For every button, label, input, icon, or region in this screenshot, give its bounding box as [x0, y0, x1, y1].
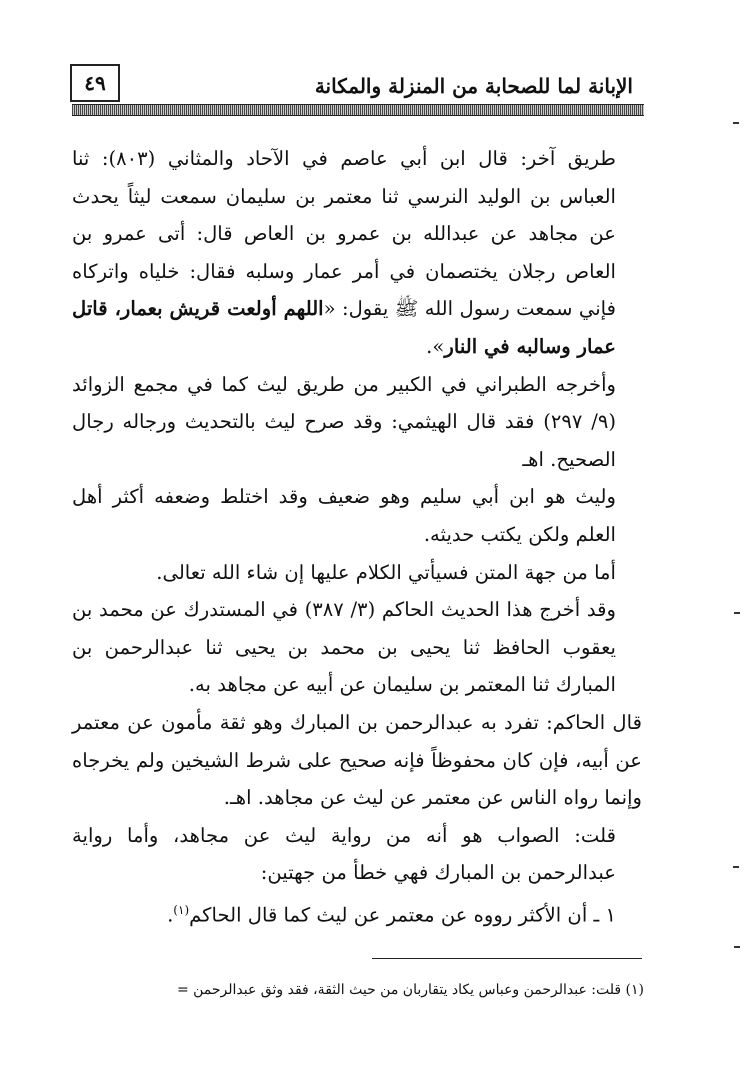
main-text: [72, 140, 642, 934]
footnote: (١) قلت: عبدالرحمن وعباس يكاد يتقاربان من حيث الثقة، فقد وثق عبدالرحمن =: [176, 982, 644, 998]
paragraph-1-text-b: ».: [426, 334, 445, 358]
paragraph-4: أما من جهة المتن فسيأتي الكلام عليها إن شاء الله تعالى.: [156, 560, 616, 584]
margin-mark: [733, 122, 739, 124]
header-rule: [72, 104, 644, 116]
page-number: ٤٩: [70, 64, 120, 102]
paragraph-3: وليث هو ابن أبي سليم وهو ضعيف وقد اختلط وضعفه أكثر أهل العلم ولكن يكتب حديثه.: [72, 485, 616, 546]
margin-mark: [734, 946, 740, 948]
footnote-rule: [372, 958, 642, 959]
margin-mark: [733, 866, 739, 868]
paragraph-8: [72, 892, 642, 934]
paragraph-8-end: .: [167, 903, 174, 927]
running-title: الإبانة لما للصحابة من المنزلة والمكانة: [314, 74, 633, 98]
paragraph-1-text-a: طريق آخر: قال ابن أبي عاصم في الآحاد والمثاني (٨٠٣): ثنا العباس بن الوليد النرسي ثنا معتمر بن سليمان سمعت ليثاً يحدث عن مجاهد عن عبدالله بن عمرو بن العاص قال: أتى عمرو بن العاص رجلان يختصمان في أمر عمار وسلبه فقال: خلياه واتركاه فإني سمعت رسول الله ﷺ يقول: «: [72, 147, 616, 321]
paragraph-8-text: ١ ـ أن الأكثر رووه عن معتمر عن ليث كما قال الحاكم: [189, 903, 616, 927]
paragraph-5: وقد أخرج هذا الحديث الحاكم (٣/ ٣٨٧) في المستدرك عن محمد بن يعقوب الحافظ ثنا يحيى بن محمد بن يحيى ثنا عبدالرحمن بن المبارك ثنا المعتمر بن سليمان عن أبيه عن مجاهد به.: [72, 598, 616, 697]
hadith-text: اللهم أولعت قريش بعمار، قاتل عمار وسالبه في النار: [72, 297, 616, 358]
margin-mark: [734, 612, 740, 614]
paragraph-2: وأخرجه الطبراني في الكبير من طريق ليث كما في مجمع الزوائد (٩/ ٢٩٧) فقد قال الهيثمي: وقد صرح ليث بالتحديث ورجاله رجال الصحيح. اهـ: [72, 372, 616, 471]
footnote-reference: (١): [173, 902, 190, 917]
paragraph-1: [72, 140, 642, 366]
paragraph-6: قال الحاكم: تفرد به عبدالرحمن بن المبارك وهو ثقة مأمون عن معتمر عن أبيه، فإن كان محفوظاً فإنه صحيح على شرط الشيخين ولم يخرجاه وإنما رواه الناس عن معتمر عن ليث عن مجاهد. اهـ.: [72, 710, 642, 810]
paragraph-7: قلت: الصواب هو أنه من رواية ليث عن مجاهد، وأما رواية عبدالرحمن بن المبارك فهي خطأ من جهتين:: [72, 823, 616, 885]
